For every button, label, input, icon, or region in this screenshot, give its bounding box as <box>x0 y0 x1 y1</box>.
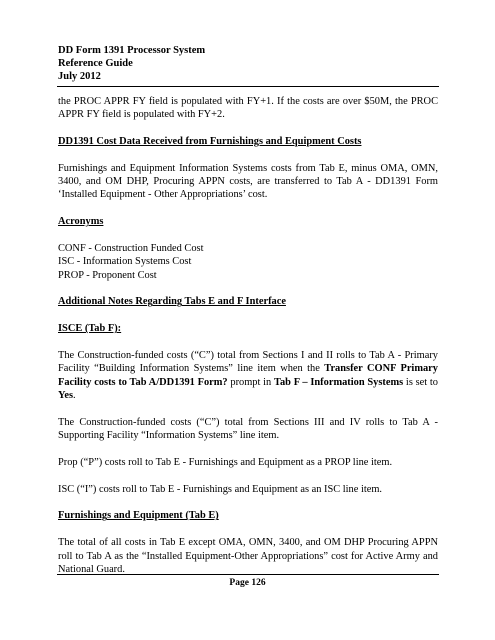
header-date: July 2012 <box>58 71 101 82</box>
section-heading-furnishings: Furnishings and Equipment (Tab E) <box>58 510 219 522</box>
header-rule <box>57 86 439 87</box>
document-body <box>58 95 438 590</box>
header-title: DD Form 1391 Processor System <box>58 45 206 56</box>
page-number: Page 126 <box>229 578 266 588</box>
text-run: . <box>73 389 76 401</box>
footer-rule <box>57 574 439 575</box>
isce-paragraph-1 <box>58 349 438 402</box>
bold-run: Transfer CONF Primary Facility costs to Tab A/DD1391 Form? <box>58 363 438 388</box>
section-heading-acronyms: Acronyms <box>58 216 104 228</box>
furnishings-paragraph: The total of all costs in Tab E except OMA, OMN, 3400, and OM DHP Procuring APPN roll to Tab A as the “Installed Equipment-Other Appropriations” cost for Active Army and National Guard. <box>58 537 438 575</box>
section-heading-additional-notes: Additional Notes Regarding Tabs E and F Interface <box>58 296 286 308</box>
section-heading-cost-data: DD1391 Cost Data Received from Furnishings and Equipment Costs <box>58 136 362 148</box>
isce-paragraph-2: The Construction-funded costs (“C”) total from Sections III and IV rolls to Tab A - Supporting Facility “Information Systems” line item. <box>58 416 438 442</box>
acronym-item: CONF - Construction Funded Cost <box>58 243 204 255</box>
isce-paragraph-3: Prop (“P”) costs roll to Tab E - Furnishings and Equipment as a PROP line item. <box>58 456 393 468</box>
text-run: prompt in <box>227 376 274 388</box>
header-subtitle: Reference Guide <box>58 58 133 69</box>
page-header <box>58 44 205 83</box>
isce-paragraph-4: ISC (“I”) costs roll to Tab E - Furnishings and Equipment as an ISC line item. <box>58 483 383 495</box>
acronym-list <box>58 242 438 282</box>
bold-run: Yes <box>58 389 74 401</box>
text-run: is set to <box>403 376 438 388</box>
acronym-item: PROP - Proponent Cost <box>58 269 157 281</box>
text-run: The Construction-funded costs (“C”) total from Sections I and II rolls to Tab A - Primary Facility “Building Information Systems” line item when the <box>58 350 438 375</box>
section-heading-isce: ISCE (Tab F): <box>58 323 122 335</box>
bold-run: Tab F – Information Systems <box>273 376 404 388</box>
cost-data-paragraph: Furnishings and Equipment Information Systems costs from Tab E, minus OMA, OMN, 3400, and OM DHP, Procuring APPN costs, are transferred to Tab A - DD1391 Form ‘Installed Equipment - Other Appropriations’ cost. <box>58 162 438 201</box>
intro-paragraph: the PROC APPR FY field is populated with FY+1. If the costs are over $50M, the PROC APPR FY field is populated with FY+2. <box>58 96 438 121</box>
acronym-item: ISC - Information Systems Cost <box>58 256 192 268</box>
